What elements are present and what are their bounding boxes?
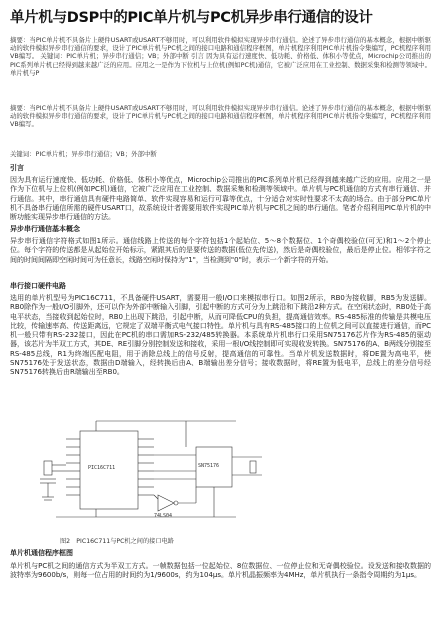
circuit-svg: [36, 417, 266, 522]
inverter-label: 74LS04: [154, 513, 173, 519]
async-paragraph: 异步串行通信字符格式如图1所示。通信线路上传送的每个字符包括1个起始位、5～8个数据位、1个奇偶校验位(可无)和1～2个停止位。每个字符的传送都是从起始位开始标示，紧跟其后的是要传送的数据(低位先传送)，然后是奇偶校验位，最后是停止位。相邻字符之间的时间间隔即空闲时间可为任意长，线路空闲时保持为"1"，当检测到"0"时，表示一个新字符的开始。: [10, 237, 431, 264]
section-heading-software: 单片机通信程序框图: [10, 549, 73, 557]
circuit-diagram: [36, 417, 266, 522]
intro-paragraph: 因为具有运行速度快、低功耗、价格低、体积小等优点，Microchip公司推出的PIC系列单片机已经得到越来越广泛的应用。应用之一是作为下位机与上位机(例如PC机)通信，它被广泛应用在工业控制、数据采集和检测等领域中。单片机与PC机通信的方式有串行通信、并行通信。其中，串行通信具有硬件电路简单、软件实现容易和运行可靠等优点，十分适合对实时性要求不太高的场合。由于部分PIC单片机不具备串行通信所需的硬件USART口，故系统设计者需要用软件实现PIC单片机与PC机之间的串行通信。笔者介绍利用PIC单片机的中断功能实现异步串行通信的方法。: [10, 176, 431, 222]
page-title: 单片机与DSP中的PIC单片机与PC机异步串行通信的设计: [10, 10, 373, 26]
keywords-line: 关键词：PIC单片机；异步串行通信；VB；外部中断: [10, 150, 157, 158]
abstract-block-1: 摘要：当PIC单片机不具备片上硬件USART或USART不够用时，可以利用软件模拟实现异步串行通信。论述了异步串行通信的基本概念，根据中断驱动的软件模拟异步串行通信的要求，设计了PIC单片机与PC机之间的接口电路和通信程序框图，单片机程序利用PIC单片机指令集编写，PC机程序利用VB编写。 关键词：PIC单片机；异步串行通信；VB；外部中断 引言 因为具有运行速度快、低功耗、价格低、体积小等优点，Microchip公司推出的PIC系列单片机已经得到越来越广泛的应用。应用之一是作为下位机与上位机(例如PC机)通信，它被广泛应用在工业控制、数据采集和检测等领域中。单片机与P: [10, 36, 431, 77]
section-heading-async: 异步串行通信基本概念: [10, 225, 80, 233]
driver-chip-label: SN75176: [198, 463, 220, 469]
section-heading-hardware: 串行接口硬件电路: [10, 282, 66, 290]
hardware-paragraph: 选用的单片机型号为PIC16C711，不具备硬件USART，需要用一般I/O口来模拟串行口。如图2所示，RB0为接收脚，RB5为发送脚。RB0除作为一般I/O引脚外，还可以作为外部中断输入引脚，引起中断的方式可分为上跳沿和下跳沿2种方式。在空闲状态时，RB0处于高电平状态，当接收到起始位时，RB0上出现下跳沿，引起中断，从而可降低CPU的负担，提高通信效率。RS-485标准的传输是共模电压比较，传输速率高、传送距离远，它规定了双端平衡式电气接口特性。单片机与具有RS-485接口的上位机之间可以直接进行通信，而PC机一般只带有RS-232接口，因此在PC机的串口需加RS-232/485转换器。本系统单片机串行口采用SN75176芯片作为RS-485的驱动器，该芯片为半双工方式，其DE、RE引脚分别控制发送和接收，采用一根I/O线控制即可实现收发转换。SN75176的A、B两线分别接至RS-485总线，R1为终端匹配电阻，用于消除总线上的信号反射，提高通信的可靠性。当单片机发送数据时，将DE置为高电平，使SN75176处于发送状态，数据由D端输入，经转换后由A、B端输出差分信号；接收数据时，将RE置为低电平，总线上的差分信号经SN75176转换后由R端输出至RB0。: [10, 294, 431, 377]
software-paragraph: 单片机与PC机之间的通信方式为半双工方式。一帧数据包括一位起始位、8位数据位、一位停止位和无奇偶校验位。设发送和接收数据的波特率为9600b/s，则每一位占用的时间约为1/9600s，约为104μs。单片机晶振频率为4MHz，单片机执行一条指令周期约为1μs。: [10, 562, 431, 580]
figure-caption: 图2 PIC16C711与PC机之间的接口电路: [60, 538, 174, 546]
section-heading-intro: 引言: [10, 164, 24, 172]
mcu-chip-label: PIC16C711: [88, 465, 116, 471]
abstract-block-2: 摘要：当PIC单片机不具备片上硬件USART或USART不够用时，可以利用软件模拟实现异步串行通信。论述了异步串行通信的基本概念，根据中断驱动的软件模拟异步串行通信的要求，设计了PIC单片机与PC机之间的接口电路和通信程序框图，单片机程序利用PIC单片机指令集编写，PC机程序利用VB编写。: [10, 104, 431, 129]
